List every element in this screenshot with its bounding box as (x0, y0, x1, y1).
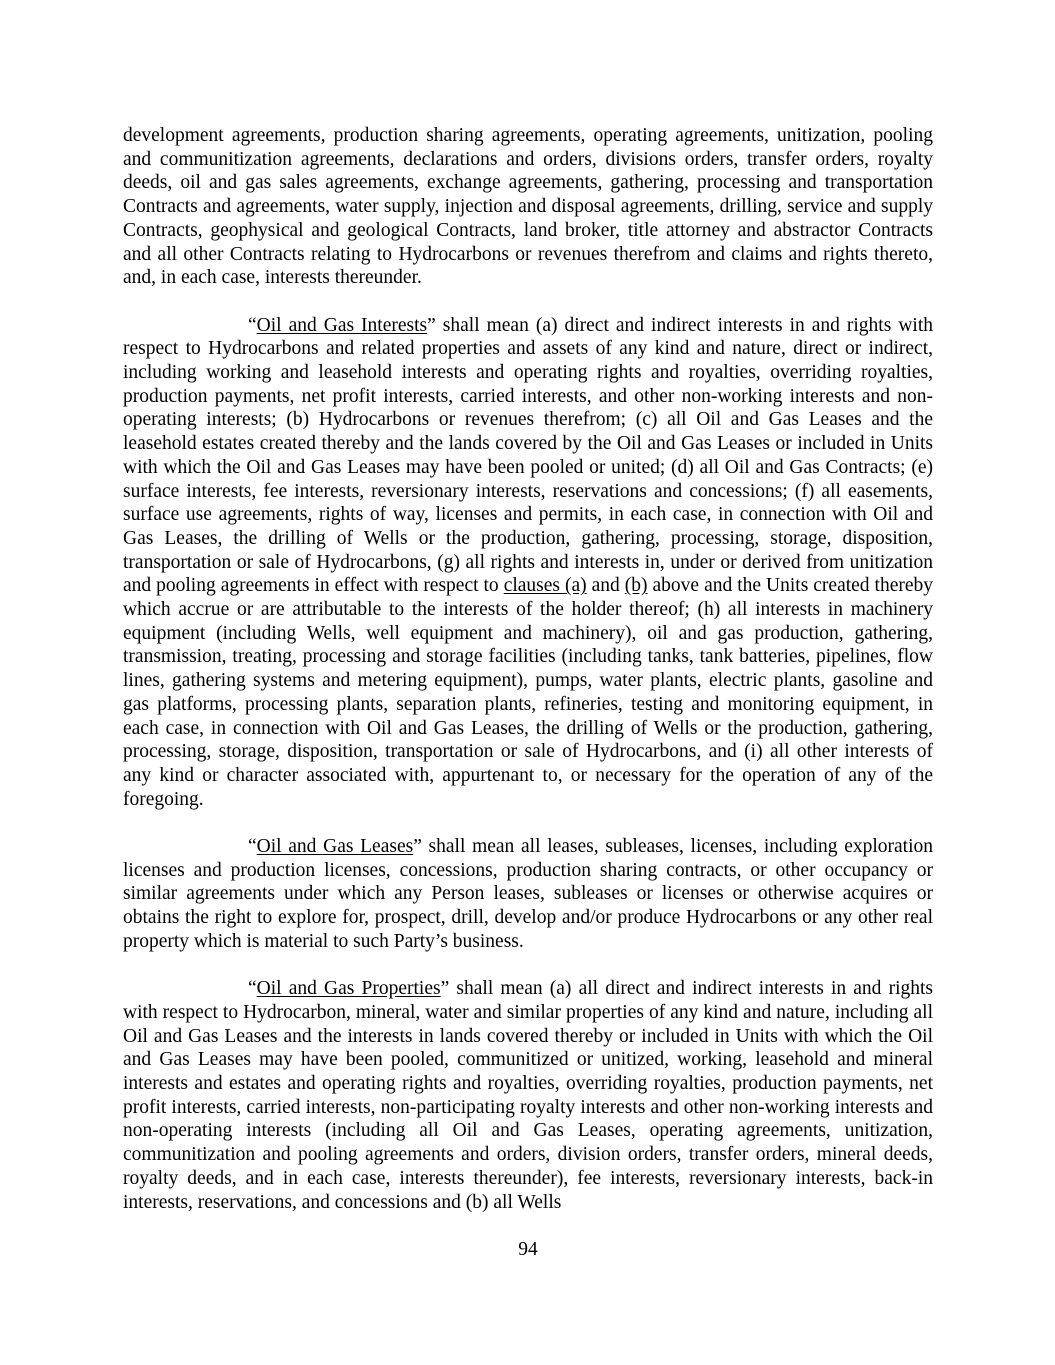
text-run: ” shall mean (a) all direct and indirect interests in and rights with respect to Hydrocarbon, mineral, water and similar properties of any kind and nature, including all Oil and Gas Leases and the interests in lands covered thereby or included in Units with which the Oil and Gas Leases may have been pooled, communitized or unitized, working, leasehold and mineral interests and estates and operating rights and royalties, overriding royalties, production payments, net profit interests, carried interests, non-participating royalty interests and other non-working interests and non-operating interests (including all Oil and Gas Leases, operating agreements, unitization, communitization and pooling agreements and orders, division orders, transfer orders, mineral deeds, royalty deeds, and in each case, interests thereunder), fee interests, reversionary interests, back-in interests, reservations, and concessions and (b) all Wells (123, 978, 933, 1213)
text-run: and (586, 575, 625, 597)
text-run: above and the Units created thereby which accrue or are attributable to the interests of the holder thereof; (h) all interests in machinery equipment (including Wells, well equipment and machinery), oil and gas production, gathering, transmission, treating, processing and storage facilities (including tanks, tank batteries, pipelines, flow lines, gathering systems and metering equipment), pumps, water plants, electric plants, gasoline and gas platforms, processing plants, separation plants, refineries, testing and monitoring equipment, in each case, in connection with Oil and Gas Leases, the drilling of Wells or the production, gathering, processing, storage, disposition, transportation or sale of Hydrocarbons, and (i) all other interests of any kind or character associated with, appurtenant to, or necessary for the operation of any of the foregoing. (123, 575, 934, 810)
paragraph-oil-and-gas-interests-definition (123, 314, 933, 812)
text-run: “ (248, 836, 257, 858)
page-number: 94 (518, 1238, 538, 1260)
text-run: “ (248, 978, 257, 1000)
defined-term: clauses (a) (503, 575, 587, 597)
defined-term: (b) (624, 575, 648, 597)
text-run: ” shall mean all leases, subleases, licenses, including exploration licenses and production licenses, concessions, production sharing contracts, or other occupancy or similar agreements under which any Person leases, subleases or licenses or otherwise acquires or obtains the right to explore for, prospect, drill, develop and/or produce Hydrocarbons or any other real property which is material to such Party’s business. (123, 836, 934, 952)
document-body (123, 124, 933, 1262)
paragraph-oil-and-gas-properties-definition (123, 977, 933, 1214)
paragraph-oil-and-gas-leases-definition (123, 835, 933, 954)
defined-term: Oil and Gas Interests (256, 314, 428, 336)
text-run: ” shall mean (a) direct and indirect interests in and rights with respect to Hydrocarbons and related properties and assets of any kind and nature, direct or indirect, including working and leasehold interests and operating rights and royalties, overriding royalties, production payments, net profit interests, carried interests, and other non-working interests and non-operating interests; (b) Hydrocarbons or revenues therefrom; (c) all Oil and Gas Leases and the leasehold estates created thereby and the lands covered by the Oil and Gas Leases or included in Units with which the Oil and Gas Leases may have been pooled or united; (d) all Oil and Gas Contracts; (e) surface interests, fee interests, reversionary interests, reservations and concessions; (f) all easements, surface use agreements, rights of way, licenses and permits, in each case, in connection with Oil and Gas Leases, the drilling of Wells or the production, gathering, processing, storage, disposition, transportation or sale of Hydrocarbons, (g) all rights and interests in, under or derived from unitization and pooling agreements in effect with respect to (123, 314, 933, 597)
defined-term: Oil and Gas Leases (256, 836, 414, 858)
defined-term: Oil and Gas Properties (256, 978, 441, 1000)
text-run: development agreements, production sharing agreements, operating agreements, unitization, pooling and communitization agreements, declarations and orders, divisions orders, transfer orders, royalty deeds, oil and gas sales agreements, exchange agreements, gathering, processing and transportation Contracts and agreements, water supply, injection and disposal agreements, drilling, service and supply Contracts, geophysical and geological Contracts, land broker, title attorney and abstractor Contracts and all other Contracts relating to Hydrocarbons or revenues therefrom and claims and rights thereto, and, in each case, interests thereunder. (123, 125, 933, 289)
paragraph-continuation (123, 124, 933, 290)
text-run: “ (248, 314, 257, 336)
